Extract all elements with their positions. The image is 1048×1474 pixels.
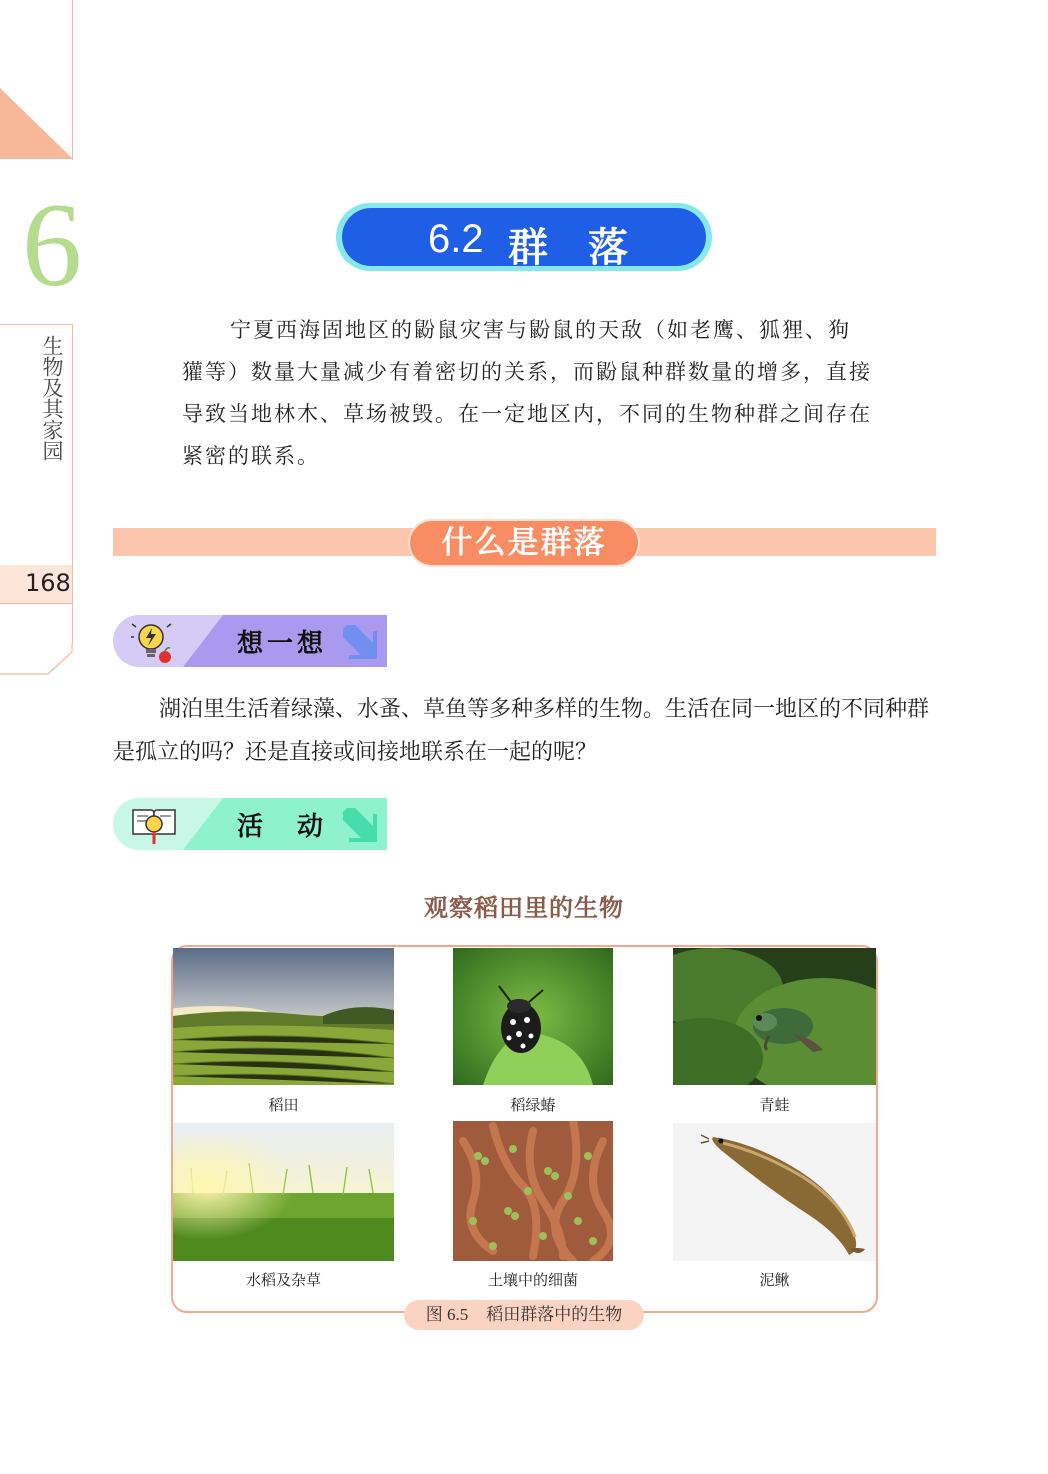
stink-bug-photo bbox=[453, 948, 613, 1085]
photo-caption: 土壤中的细菌 bbox=[487, 1271, 578, 1289]
sidebar-rule bbox=[72, 325, 73, 645]
photo-caption: 青蛙 bbox=[759, 1096, 790, 1114]
activity-title: 观察稻田里的生物 bbox=[424, 894, 624, 922]
chapter-number: 6 bbox=[22, 178, 82, 311]
soil-bacteria-photo bbox=[453, 1121, 613, 1261]
sidebar-divider bbox=[0, 324, 73, 325]
think-question bbox=[113, 688, 943, 774]
photo-caption: 稻绿蝽 bbox=[510, 1096, 556, 1114]
intro-paragraph bbox=[182, 309, 872, 477]
frog-photo bbox=[673, 948, 876, 1085]
sidebar-rule bbox=[72, 0, 73, 160]
page-number-box bbox=[0, 565, 72, 603]
section-title-pill bbox=[336, 203, 712, 271]
lightbulb-icon bbox=[131, 619, 177, 665]
arrow-down-right-icon bbox=[343, 808, 377, 842]
think-label: 想一想 bbox=[237, 629, 328, 659]
section-title: 群落 bbox=[508, 225, 668, 271]
loach-photo bbox=[673, 1123, 876, 1261]
chapter-title: 生物及其家园 bbox=[40, 335, 64, 461]
sidebar-triangle bbox=[0, 88, 72, 158]
photo-caption: 水稻及杂草 bbox=[245, 1271, 321, 1289]
arrow-down-right-icon bbox=[343, 625, 377, 659]
figure-caption bbox=[404, 1300, 644, 1330]
sidebar-divider bbox=[0, 158, 73, 159]
chapter-sidebar bbox=[0, 0, 82, 675]
rice-weeds-photo bbox=[173, 1123, 394, 1261]
page-number: 168 bbox=[25, 569, 71, 597]
figure-number: 图 6.5 bbox=[425, 1305, 469, 1324]
think-tag bbox=[113, 615, 387, 667]
sidebar-corner bbox=[0, 644, 74, 676]
think-text: 湖泊里生活着绿藻、水蚤、草鱼等多种多样的生物。生活在同一地区的不同种群是孤立的吗？还是直接或间接地联系在一起的呢？ bbox=[113, 697, 930, 765]
photo-caption: 稻田 bbox=[268, 1096, 299, 1114]
intro-text: 宁夏西海固地区的鼢鼠灾害与鼢鼠的天敌（如老鹰、狐狸、狗獾等）数量大量减少有着密切的关系，而鼢鼠种群数量的增多，直接导致当地林木、草场被毁。在一定地区内，不同的生物种群之间存在紧密的联系。 bbox=[182, 318, 872, 468]
book-magnifier-icon bbox=[131, 802, 177, 848]
activity-tag bbox=[113, 798, 387, 850]
subsection-title: 什么是群落 bbox=[441, 525, 607, 561]
rice-field-photo bbox=[173, 948, 394, 1085]
figure-caption-text: 稻田群落中的生物 bbox=[486, 1305, 623, 1325]
sidebar-divider bbox=[0, 603, 73, 604]
activity-label: 活 动 bbox=[237, 812, 328, 842]
subsection-pill bbox=[408, 519, 640, 567]
photo-caption: 泥鳅 bbox=[759, 1271, 790, 1289]
section-number: 6.2 bbox=[428, 217, 484, 261]
